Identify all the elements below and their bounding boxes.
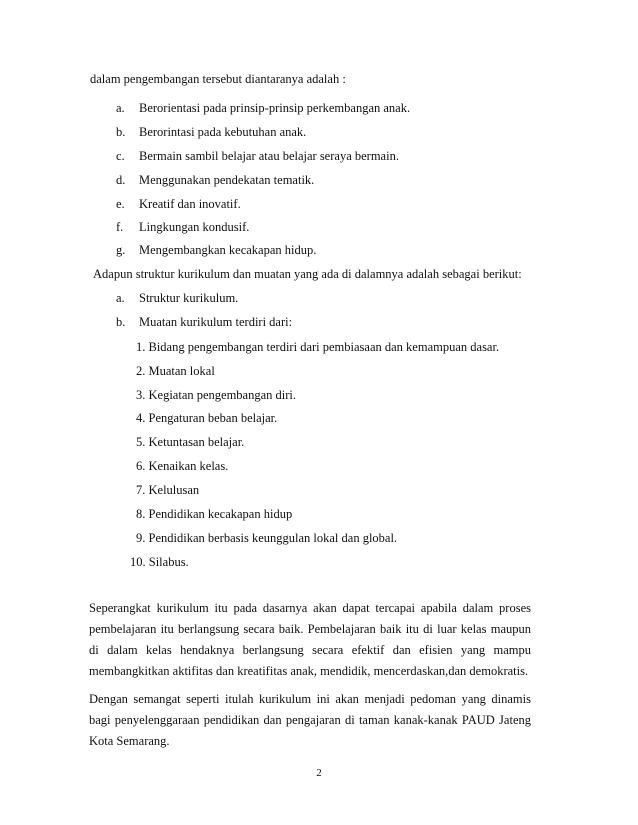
item-label: b. (116, 315, 126, 329)
list-item: 6. Kenaikan kelas. (136, 459, 229, 473)
item-text: Lingkungan kondusif. (139, 220, 250, 234)
intro-text: dalam pengembangan tersebut diantaranya adalah : (90, 72, 346, 86)
list-item: 5. Ketuntasan belajar. (136, 435, 245, 449)
list-item: 3. Kegiatan pengembangan diri. (136, 388, 297, 402)
list-item: 4. Pengaturan beban belajar. (136, 411, 278, 425)
item-text: Kreatif dan inovatif. (139, 197, 241, 211)
list-item: 8. Pendidikan kecakapan hidup (136, 507, 293, 521)
paragraph-2: Dengan semangat seperti itulah kurikulum ini akan menjadi pedoman yang dinamis bagi penyelenggaraan pendidikan dan pengajaran di taman kanak-kanak PAUD Jateng Kota Semarang. (89, 692, 531, 748)
item-label: g. (116, 243, 126, 257)
list-item: 1. Bidang pengembangan terdiri dari pembiasaan dan kemampuan dasar. (136, 340, 500, 354)
list-item: 10. Silabus. (130, 555, 189, 569)
item-text: Berorientasi pada prinsip-prinsip perkembangan anak. (139, 101, 411, 115)
list-item: 2. Muatan lokal (136, 364, 215, 378)
structure-intro: Adapun struktur kurikulum dan muatan yang ada di dalamnya adalah sebagai berikut: (93, 267, 522, 281)
item-text: Struktur kurikulum. (139, 291, 239, 305)
item-text: Bermain sambil belajar atau belajar seraya bermain. (139, 149, 399, 163)
item-text: Mengembangkan kecakapan hidup. (139, 243, 317, 257)
paragraph-1: Seperangkat kurikulum itu pada dasarnya akan dapat tercapai apabila dalam proses pembelajaran itu berlangsung secara baik. Pembelajaran baik itu di luar kelas maupun di dalam kelas hendaknya berlangsung secara efektif dan efisien yang mampu membangkitkan aktifitas dan kreatifitas anak, mendidik, mencerdaskan,dan demokratis. (89, 601, 531, 678)
item-text: Menggunakan pendekatan tematik. (139, 173, 315, 187)
item-label: c. (116, 149, 125, 163)
item-text: Berorintasi pada kebutuhan anak. (139, 125, 307, 139)
item-label: e. (116, 197, 125, 211)
item-text: Muatan kurikulum terdiri dari: (139, 315, 293, 329)
list-item: 7. Kelulusan (136, 483, 200, 497)
item-label: a. (116, 291, 125, 305)
list-item: 9. Pendidikan berbasis keunggulan lokal dan global. (136, 531, 398, 545)
item-label: d. (116, 173, 126, 187)
item-label: b. (116, 125, 126, 139)
item-label: f. (116, 220, 124, 234)
item-label: a. (116, 101, 125, 115)
page-number: 2 (316, 767, 322, 779)
